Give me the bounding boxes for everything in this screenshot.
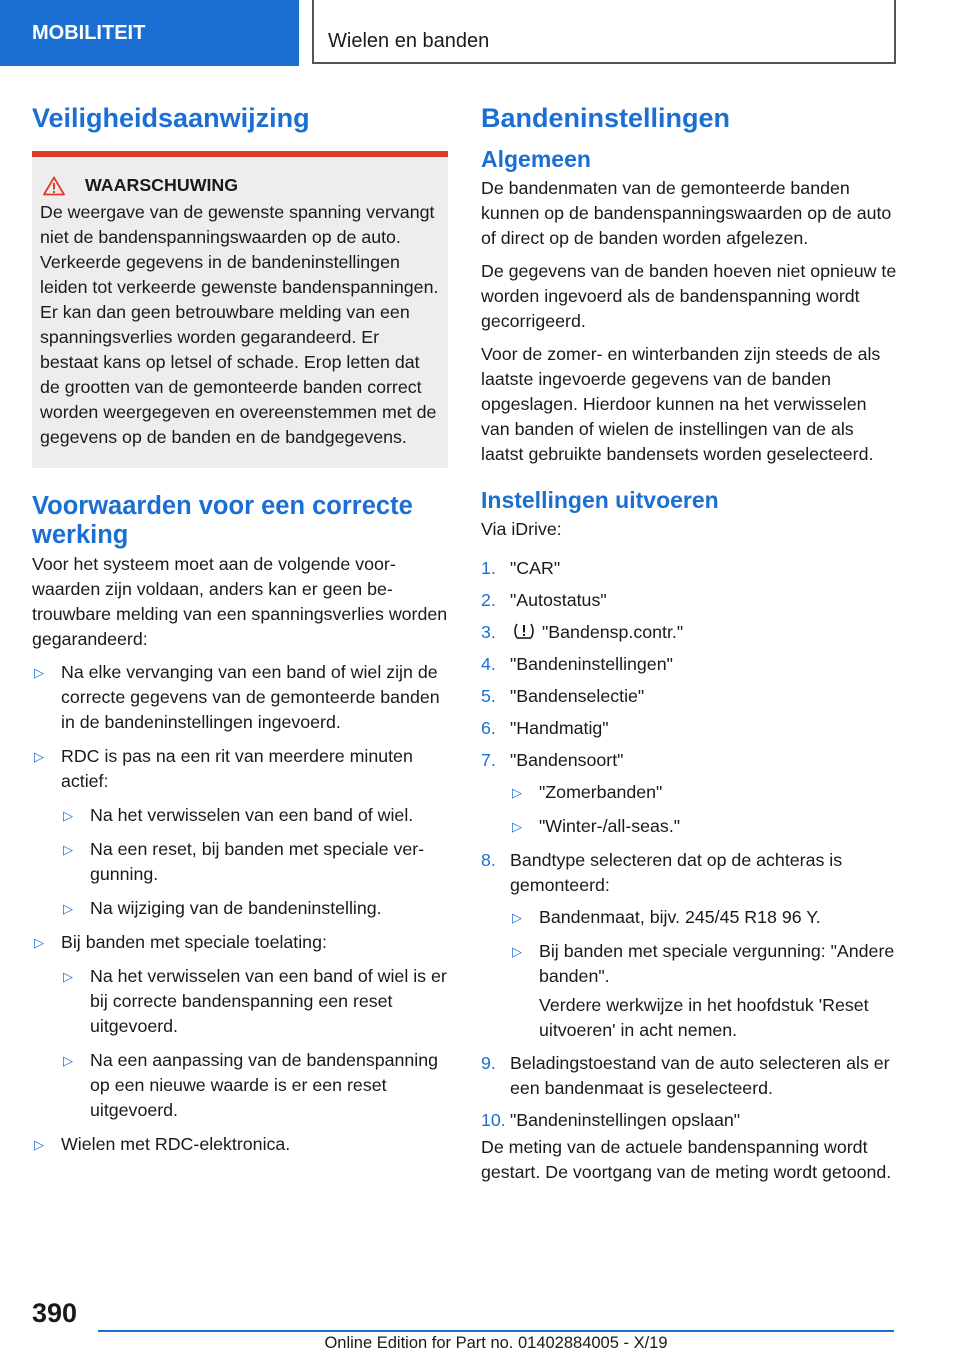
step-item: 1. "CAR" (481, 558, 561, 578)
triangle-bullet-icon: ▷ (63, 901, 73, 916)
list-item: ▷ Bij banden met speciale toelating: (32, 930, 448, 955)
list-item: ▷ Na wijziging van de bandeninstelling. (61, 896, 448, 921)
section-tab: MOBILITEIT (0, 0, 299, 66)
list-item: ▷ Na het verwisselen van een band of wiel. (61, 803, 448, 828)
warning-text: De weergave van de gewenste spanning vervangt niet de bandenspanningswaarden op de auto. Verkeerde gegevens in de bandeninstellingen leiden tot verkeerde gewenste bandenspanningen. Er kan dan geen betrouwbare melding van een spanningsverlies worden gegarandeerd. Er bestaat kans op letsel of schade. Erop letten dat de grootten van de gemonteerde banden correct worden weergegeven en overeenstemmen met de gegevens op de banden en de bandgegevens. (40, 202, 439, 447)
tire-settings-heading: Bandeninstellingen (481, 103, 731, 133)
warning-triangle-icon (43, 176, 65, 196)
tire-pressure-icon (512, 621, 536, 641)
step-item: 4. "Bandeninstellingen" (481, 654, 673, 674)
triangle-bullet-icon: ▷ (512, 944, 522, 959)
list-item: ▷ Na het verwisselen van een band of wiel is er bij correcte bandenspanning een reset uitgevoerd. (61, 964, 448, 1039)
triangle-bullet-icon: ▷ (512, 785, 522, 800)
footer-divider (98, 1330, 894, 1332)
list-item: ▷ Na een aanpassing van de bandenspanning op een nieuwe waarde is er een reset uitgevoerd. (61, 1048, 448, 1123)
triangle-bullet-icon: ▷ (63, 1053, 73, 1068)
step-item: 9. Beladingstoestand van de auto selecteren als er een bandenmaat is geselecteerd. (481, 1053, 890, 1098)
left-column (32, 100, 448, 1166)
general-paragraph-1: De bandenmaten van de gemonteerde banden kunnen op de bandenspanningswaarden op de auto of direct op de banden worden afgelezen. (481, 178, 892, 248)
triangle-bullet-icon: ▷ (512, 819, 522, 834)
triangle-bullet-icon: ▷ (63, 842, 73, 857)
closing-paragraph: De meting van de actuele bandenspanning wordt gestart. De voortgang van de meting wordt getoond. (481, 1137, 892, 1182)
list-item: ▷ "Zomerbanden" (510, 780, 899, 805)
conditions-intro: Voor het systeem moet aan de volgende voorwaarden zijn voldaan, anders kan er geen betrouwbare melding van een spanningsverlies worden gegarandeerd: (32, 554, 448, 649)
settings-heading: Instellingen uitvoeren (481, 487, 719, 513)
list-item: ▷ Bij banden met speciale vergunning: "Andere banden". (510, 939, 899, 989)
triangle-bullet-icon: ▷ (63, 808, 73, 823)
triangle-bullet-icon: ▷ (512, 910, 522, 925)
list-item: ▷ Na elke vervanging van een band of wiel zijn de correcte gegevens van de gemonteerde banden in de bandeninstellingen ingevoerd. (32, 660, 448, 735)
via-idrive: Via iDrive: (481, 519, 562, 539)
step8-note: Verdere werkwijze in het hoofdstuk 'Reset uitvoeren' in acht nemen. (539, 995, 869, 1040)
warning-box (32, 151, 448, 468)
list-item: ▷ Wielen met RDC-elektronica. (32, 1132, 448, 1157)
step-item: 6. "Handmatig" (481, 718, 609, 738)
triangle-bullet-icon: ▷ (34, 665, 44, 680)
list-item: ▷ "Winter-/all-seas." (510, 814, 899, 839)
list-item: ▷ RDC is pas na een rit van meerdere minuten actief: (32, 744, 448, 794)
step-item: 7. "Bandensoort" (481, 750, 624, 770)
step-item: 10. "Bandeninstellingen opslaan" (481, 1110, 741, 1130)
page-header (0, 0, 960, 66)
triangle-bullet-icon: ▷ (63, 969, 73, 984)
step-item: 5. "Bandenselectie" (481, 686, 645, 706)
general-heading: Algemeen (481, 146, 591, 172)
step-item: 8. Bandtype selecteren dat op de achteras is gemonteerd: (481, 850, 843, 895)
safety-heading: Veiligheidsaanwijzing (32, 103, 310, 133)
general-paragraph-3: Voor de zomer- en winterbanden zijn steeds de als laatste ingevoerde gegevens van de banden opgeslagen. Hierdoor kunnen na het verwisselen van banden of wielen de instellingen van de als laatst gebruikte bandensets worden geselecteerd. (481, 344, 881, 464)
triangle-bullet-icon: ▷ (34, 935, 44, 950)
step-item: 3. "Bandensp.contr." (481, 622, 684, 642)
conditions-heading: Voorwaarden voor een correcte werking (32, 492, 413, 549)
right-column (481, 100, 899, 1193)
general-paragraph-2: De gegevens van de banden hoeven niet opnieuw te worden ingevoerd als de bandenspanning wordt gecorrigeerd. (481, 261, 897, 331)
triangle-bullet-icon: ▷ (34, 749, 44, 764)
triangle-bullet-icon: ▷ (34, 1137, 44, 1152)
footer-edition: Online Edition for Part no. 01402884005 - X/19 (324, 1334, 668, 1352)
chapter-title: Wielen en banden (312, 0, 896, 64)
warning-title (40, 173, 440, 198)
page-number: 390 (32, 1298, 78, 1328)
list-item: ▷ Na een reset, bij banden met speciale vergunning. (61, 837, 448, 887)
step-item: 2. "Autostatus" (481, 590, 607, 610)
warning-label: WAARSCHUWING (85, 175, 239, 195)
list-item: ▷ Bandenmaat, bijv. 245/45 R18 96 Y. (510, 905, 899, 930)
